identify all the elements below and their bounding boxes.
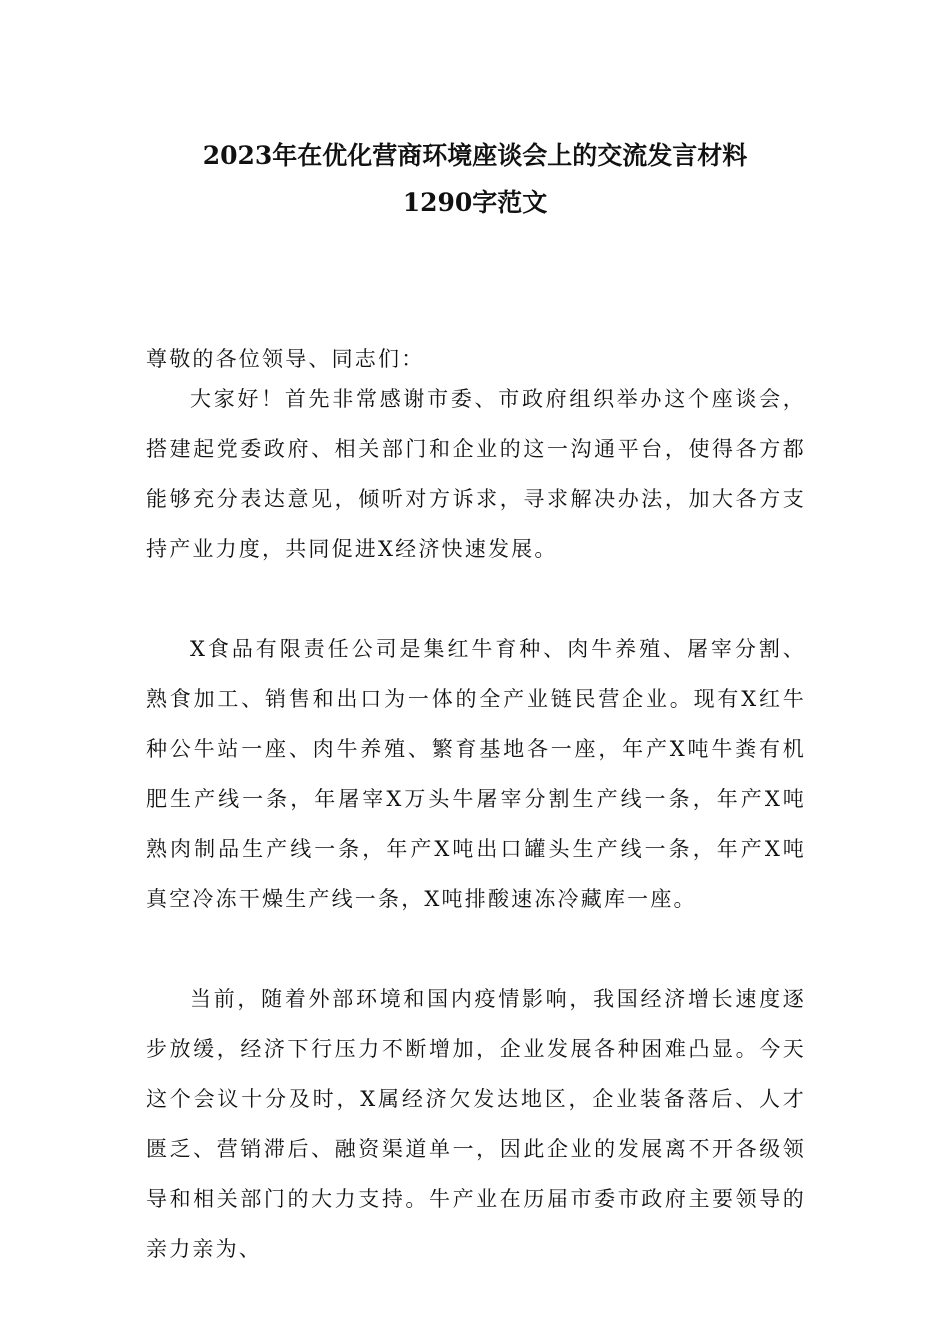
paragraph-current-situation: 当前，随着外部环境和国内疫情影响，我国经济增长速度逐步放缓，经济下行压力不断增加，企业发展各种困难凸显。今天这个会议十分及时，X属经济欠发达地区，企业装备落后、人才匮乏、营销滞后、融资渠道单一，因此企业的发展离不开各级领导和相关部门的大力支持。牛产业在历届市委市政府主要领导的亲力亲为、 — [146, 987, 806, 1261]
paragraph-greeting: 大家好！首先非常感谢市委、市政府组织举办这个座谈会，搭建起党委政府、相关部门和企业的这一沟通平台，使得各方都能够充分表达意见，倾听对方诉求，寻求解决办法，加大各方支持产业力度，共同促进X经济快速发展。 — [146, 387, 806, 561]
document-title — [100, 132, 850, 226]
title-line-1: 2023年在优化营商环境座谈会上的交流发言材料 — [202, 141, 748, 170]
title-line-2: 1290字范文 — [402, 188, 548, 217]
paragraph-company-intro: X食品有限责任公司是集红牛育种、肉牛养殖、屠宰分割、熟食加工、销售和出口为一体的全产业链民营企业。现有X红牛种公牛站一座、肉牛养殖、繁育基地各一座，年产X吨牛粪有机肥生产线一条，年屠宰X万头牛屠宰分割生产线一条，年产X吨熟肉制品生产线一条，年产X吨出口罐头生产线一条，年产X吨真空冷冻干燥生产线一条，X吨排酸速冻冷藏库一座。 — [146, 637, 806, 911]
salutation: 尊敬的各位领导、同志们： — [146, 347, 425, 371]
